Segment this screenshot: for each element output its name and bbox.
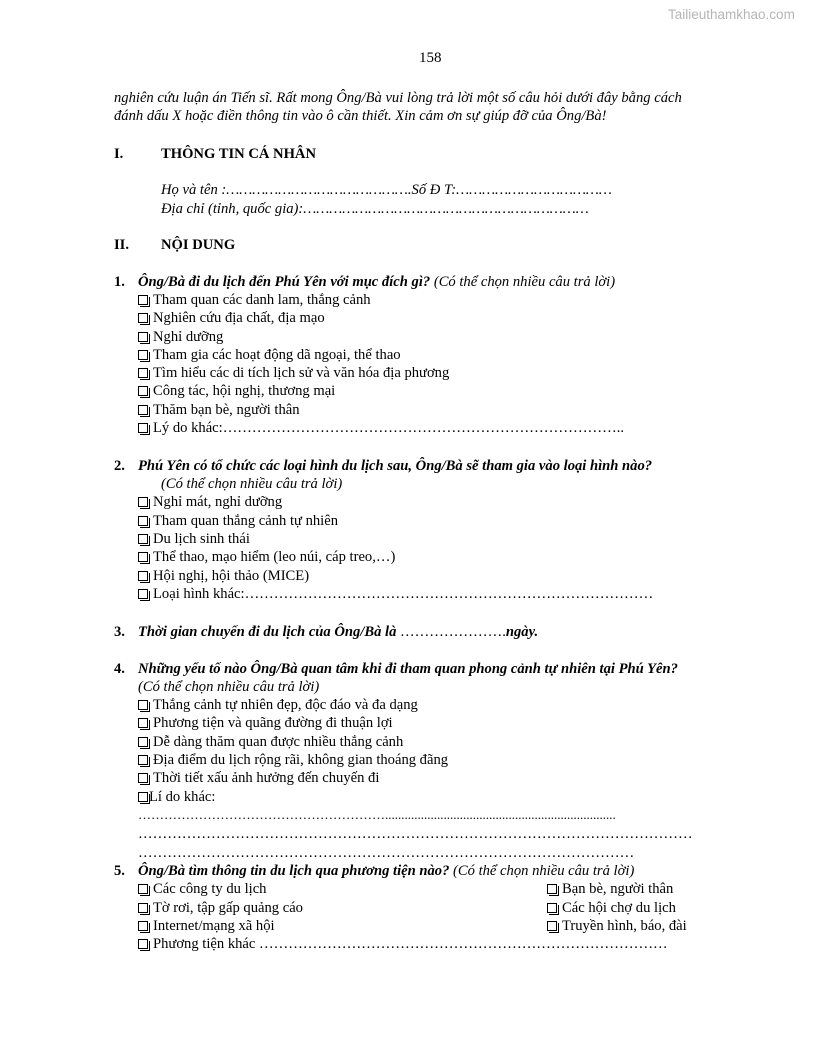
section-2-number: II. xyxy=(114,237,130,253)
checkbox-icon[interactable] xyxy=(138,939,148,949)
q1-option-other[interactable]: Lý do khác:……………………………………………………………………….. xyxy=(138,419,624,437)
checkbox-icon[interactable] xyxy=(547,921,557,931)
checkbox-icon[interactable] xyxy=(138,718,148,728)
q4-option[interactable]: Thời tiết xấu ảnh hưởng đến chuyến đi xyxy=(138,769,379,787)
q5-option[interactable]: Truyền hình, báo, đài xyxy=(547,917,687,935)
q5-number: 5. xyxy=(114,863,125,879)
section-1-title: THÔNG TIN CÁ NHÂN xyxy=(161,146,317,162)
q4-note: (Có thể chọn nhiều câu trả lời) xyxy=(138,679,320,695)
q5-text: Ông/Bà tìm thông tin du lịch qua phương tiện nào? xyxy=(138,863,450,879)
q1-question xyxy=(138,273,615,291)
q4-blank-line[interactable]: …………………………………………………....................................................................... xyxy=(138,807,616,822)
checkbox-icon[interactable] xyxy=(138,313,148,323)
q2-option-other[interactable]: Loại hình khác:………………………………………………………………………… xyxy=(138,585,653,603)
q1-option[interactable]: Thăm bạn bè, người thân xyxy=(138,401,300,419)
checkbox-icon[interactable] xyxy=(547,884,557,894)
q5-option[interactable]: Các hội chợ du lịch xyxy=(547,899,676,917)
q1-number: 1. xyxy=(114,274,125,290)
intro-line-1: nghiên cứu luận án Tiến sĩ. Rất mong Ông/Bà vui lòng trả lời một số câu hỏi dưới đây bằng cách xyxy=(114,90,682,106)
checkbox-icon[interactable] xyxy=(138,589,148,599)
q2-note: (Có thể chọn nhiều câu trả lời) xyxy=(161,476,343,492)
q4-option-other[interactable]: Lí do khác: xyxy=(138,788,215,806)
q4-blank-line[interactable]: ………………………………………………………………………………………… xyxy=(138,845,635,861)
checkbox-icon[interactable] xyxy=(138,332,148,342)
q5-option[interactable]: Tờ rơi, tập gấp quảng cáo xyxy=(138,899,303,917)
checkbox-icon[interactable] xyxy=(138,295,148,305)
q5-option-other[interactable]: Phương tiện khác ………………………………………………………………………… xyxy=(138,935,668,953)
section-1-number: I. xyxy=(114,146,124,162)
q5-note: (Có thể chọn nhiều câu trả lời) xyxy=(449,863,635,879)
section-2-title: NỘI DUNG xyxy=(161,237,236,253)
checkbox-icon[interactable] xyxy=(138,903,148,913)
checkbox-icon[interactable] xyxy=(547,903,557,913)
q3-question[interactable] xyxy=(138,623,538,641)
checkbox-icon[interactable] xyxy=(138,884,148,894)
q4-option[interactable]: Thắng cảnh tự nhiên đẹp, độc đáo và đa dạng xyxy=(138,696,418,714)
q2-option[interactable]: Nghỉ mát, nghỉ dưỡng xyxy=(138,493,282,511)
name-phone-field[interactable]: Họ và tên :…………………………………….Số Đ T:……………………………… xyxy=(161,182,612,198)
q4-option[interactable]: Địa điểm du lịch rộng rãi, không gian thoáng đãng xyxy=(138,751,448,769)
q5-option[interactable]: Internet/mạng xã hội xyxy=(138,917,275,935)
watermark: Tailieuthamkhao.com xyxy=(668,7,795,22)
page-number: 158 xyxy=(419,50,442,66)
q4-number: 4. xyxy=(114,661,125,677)
q2-option[interactable]: Tham quan thắng cảnh tự nhiên xyxy=(138,512,338,530)
checkbox-icon[interactable] xyxy=(138,773,148,783)
q3-unit: ngày. xyxy=(505,624,539,640)
q1-option[interactable]: Tham gia các hoạt động dã ngoại, thể thao xyxy=(138,346,401,364)
q1-option[interactable]: Công tác, hội nghị, thương mại xyxy=(138,382,335,400)
q3-text: Thời gian chuyến đi du lịch của Ông/Bà là xyxy=(138,624,397,640)
checkbox-icon[interactable] xyxy=(138,350,148,360)
q4-text: Những yếu tố nào Ông/Bà quan tâm khi đi tham quan phong cảnh tự nhiên tại Phú Yên? xyxy=(138,661,678,677)
intro-line-2: đánh dấu X hoặc điền thông tin vào ô cần thiết. Xin cảm ơn sự giúp đỡ của Ông/Bà! xyxy=(114,108,607,124)
checkbox-icon[interactable] xyxy=(138,368,148,378)
checkbox-icon[interactable] xyxy=(138,423,148,433)
checkbox-icon[interactable] xyxy=(138,534,148,544)
q4-option[interactable]: Dễ dàng thăm quan được nhiều thắng cảnh xyxy=(138,733,403,751)
checkbox-icon[interactable] xyxy=(138,755,148,765)
checkbox-icon[interactable] xyxy=(138,497,148,507)
q1-option[interactable]: Tham quan các danh lam, thắng cảnh xyxy=(138,291,371,309)
checkbox-icon[interactable] xyxy=(138,552,148,562)
checkbox-icon[interactable] xyxy=(138,737,148,747)
q3-number: 3. xyxy=(114,624,125,640)
checkbox-icon[interactable] xyxy=(138,516,148,526)
checkbox-icon[interactable] xyxy=(138,792,148,802)
checkbox-icon[interactable] xyxy=(138,571,148,581)
checkbox-icon[interactable] xyxy=(138,921,148,931)
q1-option[interactable]: Tìm hiểu các di tích lịch sử và văn hóa địa phương xyxy=(138,364,449,382)
q2-option[interactable]: Hội nghị, hội thảo (MICE) xyxy=(138,567,309,585)
q4-blank-line[interactable]: …………………………………………………………………………………………………… xyxy=(138,826,693,842)
q1-option[interactable]: Nghiên cứu địa chất, địa mạo xyxy=(138,309,325,327)
q2-option[interactable]: Thể thao, mạo hiểm (leo núi, cáp treo,…) xyxy=(138,548,395,566)
checkbox-icon[interactable] xyxy=(138,386,148,396)
q1-text: Ông/Bà đi du lịch đến Phú Yên với mục đích gì? xyxy=(138,274,431,290)
q5-question xyxy=(138,862,634,880)
q3-blank[interactable]: …………………. xyxy=(396,624,506,640)
q5-option[interactable]: Các công ty du lịch xyxy=(138,880,266,898)
q2-text: Phú Yên có tổ chức các loại hình du lịch sau, Ông/Bà sẽ tham gia vào loại hình nào? xyxy=(138,458,653,474)
q1-option[interactable]: Nghỉ dưỡng xyxy=(138,328,223,346)
address-field[interactable]: Địa chỉ (tỉnh, quốc gia):………………………………………………………… xyxy=(161,201,589,217)
q2-number: 2. xyxy=(114,458,125,474)
q5-option[interactable]: Bạn bè, người thân xyxy=(547,880,673,898)
checkbox-icon[interactable] xyxy=(138,405,148,415)
checkbox-icon[interactable] xyxy=(138,700,148,710)
q2-option[interactable]: Du lịch sinh thái xyxy=(138,530,250,548)
q4-option[interactable]: Phương tiện và quãng đường đi thuận lợi xyxy=(138,714,393,732)
q1-note: (Có thể chọn nhiều câu trả lời) xyxy=(430,274,616,290)
